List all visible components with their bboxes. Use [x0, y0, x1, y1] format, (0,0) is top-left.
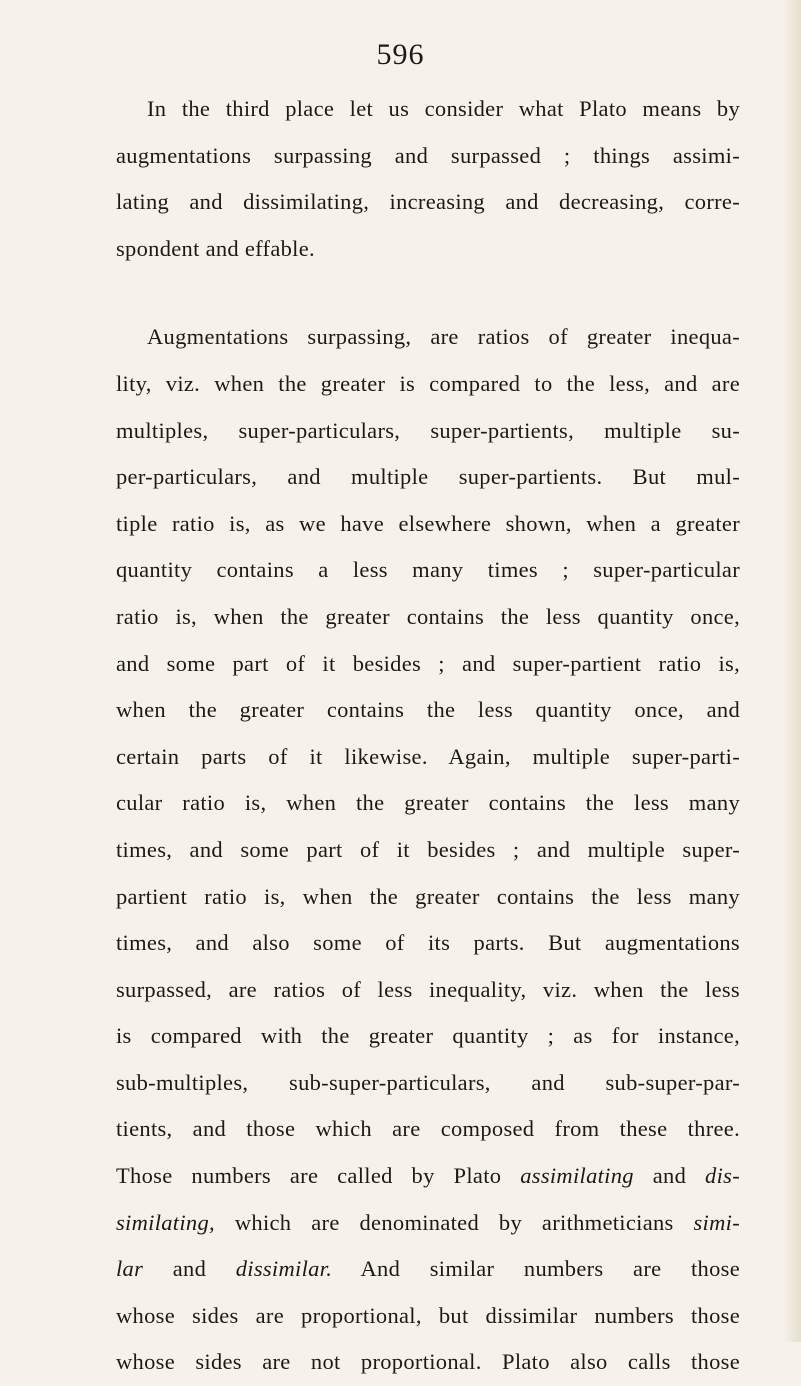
italic-term: dissimilar. [235, 1256, 333, 1282]
page-edge-shadow [783, 0, 801, 1342]
text-line: lating and dissimilating, increasing and decreasing, corre- [116, 189, 740, 215]
text-line: surpassed, are ratios of less inequality, viz. when the less [116, 976, 740, 1002]
text-run: and [633, 1163, 706, 1189]
text-run: and [143, 1256, 236, 1282]
text-run: which are denominated by arithmeticians [214, 1209, 694, 1235]
text-line: whose sides are proportional, but dissimilar numbers those [116, 1302, 740, 1328]
italic-term: simi- [693, 1209, 740, 1235]
text-line: Augmentations surpassing, are ratios of greater inequa- [147, 324, 740, 350]
text-line: spondent and effable. [116, 235, 315, 261]
text-run: And similar numbers are those [332, 1256, 740, 1282]
paragraph-1 [116, 86, 740, 272]
text-line: certain parts of it likewise. Again, multiple super-parti- [116, 743, 740, 769]
text-line: sub-multiples, sub-super-particulars, and sub-super-par- [116, 1069, 740, 1095]
text-line: and some part of it besides ; and super-partient ratio is, [116, 650, 740, 676]
paragraph-2 [116, 314, 740, 1386]
paragraph-gap [116, 272, 740, 314]
text-line: times, and some part of it besides ; and multiple super- [116, 836, 740, 862]
text-line: augmentations surpassing and surpassed ; things assimi- [116, 142, 740, 168]
body-text [116, 86, 740, 1386]
text-line: ratio is, when the greater contains the less quantity once, [116, 603, 740, 629]
text-line: times, and also some of its parts. But augmentations [116, 930, 740, 956]
text-line: tiple ratio is, as we have elsewhere shown, when a greater [116, 510, 740, 536]
text-line: lity, viz. when the greater is compared to the less, and are [116, 370, 740, 396]
page-number: 596 [376, 38, 425, 71]
text-line: when the greater contains the less quantity once, and [116, 697, 740, 723]
italic-term: dis- [705, 1163, 740, 1189]
text-line-with-italics [116, 1200, 740, 1247]
text-line-with-italics [116, 1246, 740, 1293]
text-line-with-italics [116, 1153, 740, 1200]
italic-term: lar [116, 1256, 144, 1282]
text-line: quantity contains a less many times ; super-particular [116, 557, 740, 583]
text-line: cular ratio is, when the greater contains the less many [116, 790, 740, 816]
text-line: partient ratio is, when the greater contains the less many [116, 883, 740, 909]
text-line: is compared with the greater quantity ; as for instance, [116, 1023, 740, 1049]
text-line: tients, and those which are composed from these three. [116, 1116, 740, 1142]
italic-term: assimilating [520, 1163, 634, 1189]
text-run: Those numbers are called by Plato [116, 1163, 521, 1189]
text-line: whose sides are not proportional. Plato also calls those [116, 1349, 740, 1375]
text-line: per-particulars, and multiple super-partients. But mul- [116, 464, 740, 490]
text-line: multiples, super-particulars, super-partients, multiple su- [116, 417, 740, 443]
text-line: In the third place let us consider what Plato means by [147, 96, 740, 121]
italic-term: similating, [116, 1209, 215, 1235]
